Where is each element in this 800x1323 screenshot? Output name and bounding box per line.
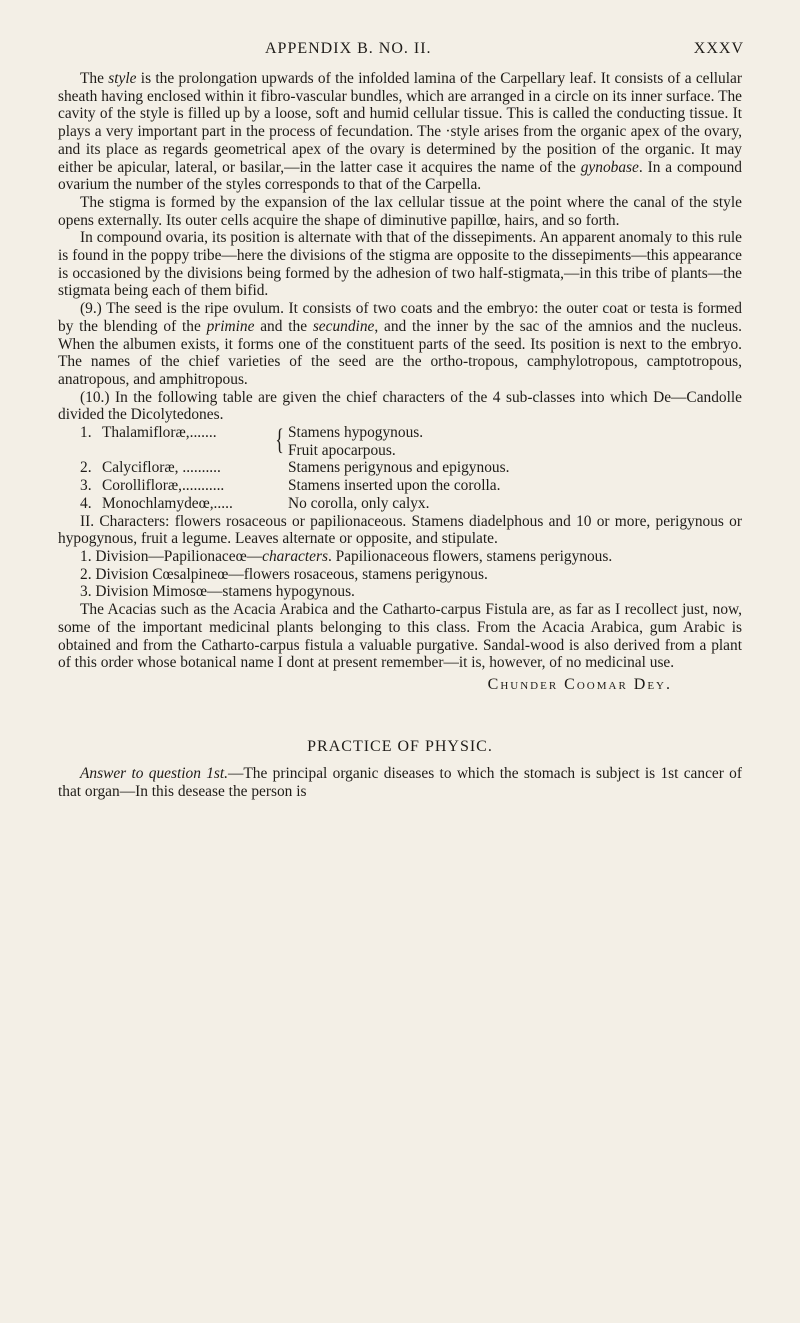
text-run: (9.) The seed is the ripe ovulum. It consists of two coats and the embryo: the outer coat or testa is formed by the blending of the — [58, 300, 742, 335]
text-run: and the — [254, 317, 313, 335]
section-title: PRACTICE OF PHYSIC. — [307, 737, 493, 755]
emphasis-secundine: secundine — [312, 317, 375, 335]
brace-glyph — [272, 495, 288, 513]
page-number: XXXV — [693, 40, 744, 57]
subclass-name: Monochlamydeœ,..... — [102, 494, 233, 512]
description-line: Stamens hypogynous. — [288, 424, 424, 442]
division-1 — [58, 548, 742, 566]
text-run: 1. Division—Papilionaceœ— — [80, 547, 263, 565]
division-2: 2. Division Cœsalpineœ—flowers rosaceous, stamens perigynous. — [80, 565, 488, 583]
subclass-description: No corolla, only calyx. — [288, 494, 430, 512]
text-run: . In a compound ovarium the number of the styles corresponds to that of the Carpella. — [58, 158, 742, 194]
text-run: is the prolongation upwards of the infolded lamina of the Carpellary leaf. It consists of a cellular sheath having enclosed within it fibro-vascular bundles, which are arranged in a circle on its inner surface. The cavity of the style is filled up by a loose, soft and humid cellular tissue. This is called the conducting tissue. It plays a very important part in the process of fecundation. The ·style arises from the organic apex of the ovary, and its place as regards geometrical apex of the ovary is determined by the position of the organic. It may either be apicular, lateral, or basilar,—in the latter case it acquires the name of the — [58, 70, 742, 176]
table-row — [80, 495, 742, 513]
text-run: , and the inner by the sac of the amnios and the nucleus. When the albumen exists, it forms one of the constituent parts of the seed. Its position is next to the embryo. The names of the chief varieties of the seed are the ortho-tropous, camphylotropous, camptotropous, anatropous, and amphitropous. — [58, 317, 742, 388]
author-signature: Chunder Coomar Dey. — [487, 675, 672, 693]
emphasis-gynobase: gynobase — [580, 158, 639, 176]
table-row — [80, 459, 742, 477]
text-run: The — [80, 70, 109, 87]
table-row — [80, 477, 742, 495]
subclass-description — [288, 424, 742, 459]
emphasis-style: style — [108, 70, 137, 87]
brace-glyph — [272, 459, 288, 477]
subclass-name: Calycifloræ, .......... — [102, 459, 221, 477]
brace-glyph — [272, 477, 288, 495]
subclass-description: Stamens inserted upon the corolla. — [288, 477, 501, 495]
emphasis-characters: characters — [262, 547, 328, 565]
answer-text: —The principal organic diseases to which the stomach is subject is 1st cancer of that organ—In this desease the person is — [58, 765, 742, 801]
text-run: . Papilionaceous flowers, stamens perigynous. — [327, 547, 613, 565]
ovaria-paragraph: In compound ovaria, its position is alternate with that of the dissepiments. An apparent anomaly to this rule is found in the poppy tribe—here the divisions of the stigma are opposite to the dissepiments—this appearance is occasioned by the divisions being formed by the adhesion of two half-stigmata,—in this tribe of plants—the stigmata being each of them bifid. — [58, 229, 742, 300]
subclass-name: Thalamifloræ,....... — [102, 424, 217, 442]
division-3: 3. Division Mimosœ—stamens hypogynous. — [80, 583, 355, 601]
table-row — [80, 424, 742, 459]
row-number: 1. — [80, 424, 92, 442]
answer-paragraph — [58, 765, 742, 800]
seed-paragraph — [58, 300, 742, 389]
emphasis-primine: primine — [206, 317, 255, 335]
body-text — [58, 70, 742, 801]
row-number: 2. — [80, 459, 92, 477]
subclass-name: Corollifloræ,........... — [102, 477, 225, 495]
brace-glyph: { — [275, 423, 284, 457]
stigma-paragraph: The stigma is formed by the expansion of the lax cellular tissue at the point where the canal of the style opens externally. Its outer cells acquire the shape of diminutive papillœ, hairs, and so forth. — [58, 193, 742, 229]
characters-paragraph: II. Characters: flowers rosaceous or papilionaceous. Stamens diadelphous and 10 or more, perigynous or hypogynous, fruit a legume. Leaves alternate or opposite, and stipulate. — [58, 512, 742, 548]
acacia-paragraph: The Acacias such as the Acacia Arabica and the Catharto-carpus Fistula are, as far as I recollect just, now, some of the important medicinal plants belonging to this class. From the Acacia Arabica, gum Arabic is obtained and from the Catharto-carpus fistula a valuable purgative. Sandal-wood is also derived from a plant of this order whose botanical name I dont at present remember—it is, however, of no medicinal use. — [58, 601, 742, 672]
subclass-description: Stamens perigynous and epigynous. — [288, 459, 510, 477]
description-line: Fruit apocarpous. — [288, 441, 396, 459]
subclass-table — [80, 424, 742, 513]
row-number: 4. — [80, 494, 92, 512]
header-title: APPENDIX B. NO. II. — [265, 40, 432, 57]
table-intro-paragraph: (10.) In the following table are given the chief characters of the 4 sub-classes into which De—Candolle divided the Dicolytedones. — [58, 388, 742, 424]
style-paragraph — [58, 70, 742, 194]
answer-label: Answer to question 1st. — [80, 765, 229, 783]
row-number: 3. — [80, 477, 92, 495]
